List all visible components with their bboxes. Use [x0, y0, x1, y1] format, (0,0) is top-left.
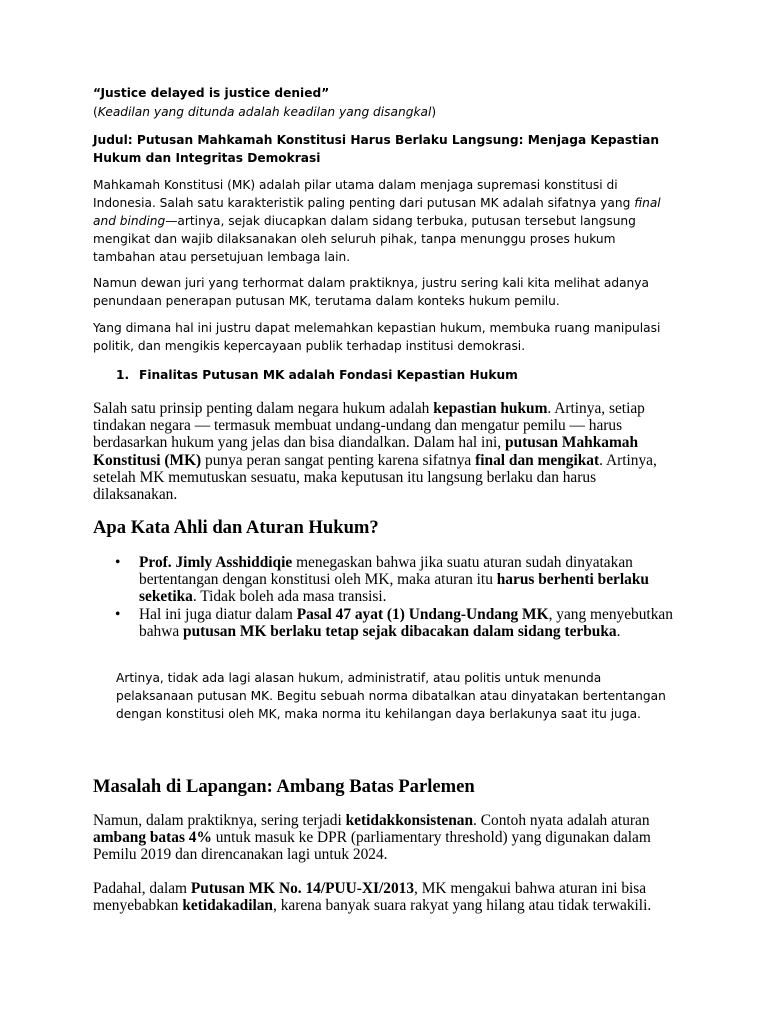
intro-p1-italic: final and binding [93, 196, 661, 228]
section-1-paragraph [93, 400, 678, 503]
section-3-heading: Masalah di Lapangan: Ambang Batas Parlemen [93, 776, 475, 797]
b1-bold: Prof. Jimly Asshiddiqie [139, 554, 293, 571]
section-1-number: 1. [116, 368, 130, 382]
s1-text-d: punya peran sangat penting karena sifatnya [201, 451, 476, 469]
quote-translation [93, 103, 678, 121]
s1-text-c: . Artinya, setiap tindakan negara — termasuk membuat undang-undang dan mengatur pemilu — harus berdasarkan hukum yang jelas dan bisa diandalkan. Dalam hal ini, [93, 400, 645, 452]
bullet-marker: • [115, 605, 121, 623]
s3-p2-c: , karena banyak suara rakyat yang hilang atau tidak terwakili. [273, 897, 652, 915]
intro-paragraph-3: Yang dimana hal ini justru dapat melemahkan kepastian hukum, membuka ruang manipulasi politik, dan mengikis kepercayaan publik terhadap institusi demokrasi. [93, 321, 661, 353]
b1-bold-2: harus berhenti berlaku seketika [139, 571, 649, 606]
section-3-paragraph-2 [93, 880, 678, 914]
s1-bold-2: putusan Mahkamah Konstitusi (MK) [93, 434, 639, 469]
intro-paragraph-2: Namun dewan juri yang terhormat dalam praktiknya, justru sering kali kita melihat adanya penundaan penerapan putusan MK, terutama dalam konteks hukum pemilu. [93, 276, 649, 308]
s3-p2-b: , MK mengakui bahwa aturan ini bisa menyebabkan [93, 880, 647, 915]
section-2-after-paragraph: Artinya, tidak ada lagi alasan hukum, administratif, atau politis untuk menunda pelaksanaan putusan MK. Begitu sebuah norma dibatalkan atau dinyatakan bertentangan dengan konstitusi oleh MK, maka norma itu kehilangan daya berlakunya saat itu juga. [116, 671, 666, 721]
s3-p1-c: untuk masuk ke DPR (parliamentary threshold) yang digunakan dalam Pemilu 2019 dan direncanakan lagi untuk 2024. [93, 829, 651, 864]
quote-line [93, 84, 678, 102]
quote-text: “Justice delayed is justice denied” [93, 86, 330, 100]
bullet-item-1 [93, 554, 673, 606]
s1-bold-1: kepastian hukum [433, 400, 548, 417]
s3-p1-bold-2: ambang batas 4% [93, 829, 212, 847]
s3-p1-a: Namun, dalam praktiknya, sering terjadi [93, 812, 346, 829]
b1-text-b: . Tidak boleh ada masa transisi. [192, 588, 387, 606]
section-3-paragraph-1 [93, 812, 678, 864]
section-1-heading [116, 366, 518, 384]
document-title-text: Judul: Putusan Mahkamah Konstitusi Harus Berlaku Langsung: Menjaga Kepastian Hukum dan Integritas Demokrasi [93, 133, 660, 165]
b2-text-c: . [616, 622, 621, 640]
s3-p2-bold: Putusan MK No. 14/PUU-XI/2013 [190, 880, 415, 897]
intro-paragraph-1 [93, 176, 678, 266]
quote-translation-text: Keadilan yang ditunda adalah keadilan yang disangkal [97, 105, 432, 119]
paren-close: ) [431, 105, 437, 119]
intro-p1-b: —artinya, sejak diucapkan dalam sidang terbuka, putusan tersebut langsung mengikat dan wajib dilaksanakan oleh seluruh pihak, tanpa menunggu proses hukum tambahan atau persetujuan lembaga lain. [93, 214, 636, 264]
s1-bold-3: final dan mengikat [475, 451, 600, 469]
section-1-heading-text: Finalitas Putusan MK adalah Fondasi Kepastian Hukum [139, 368, 518, 382]
b2-bold-2: putusan MK berlaku tetap sejak dibacakan dalam sidang terbuka [183, 622, 617, 640]
b2-text-a: Hal ini juga diatur dalam [139, 605, 297, 623]
s1-text-e: . Artinya, setelah MK memutuskan sesuatu, maka keputusan itu langsung berlaku dan harus dilaksanakan. [93, 451, 657, 504]
expert-bullet-list [93, 554, 673, 640]
s3-p2-a: Padahal, dalam [93, 880, 191, 897]
s3-p1-bold: ketidakkonsistenan [345, 812, 474, 829]
b1-text-a: menegaskan bahwa jika suatu aturan sudah dinyatakan bertentangan dengan konstitusi oleh MK, maka aturan itu [139, 554, 633, 589]
s3-p2-bold-2: ketidakadilan [182, 897, 273, 915]
bullet-marker: • [115, 554, 121, 571]
s1-text-a: Salah satu prinsip penting dalam negara hukum adalah [93, 400, 434, 417]
section-2-heading: Apa Kata Ahli dan Aturan Hukum? [93, 517, 379, 538]
s3-p1-b: . Contoh nyata adalah aturan [473, 812, 650, 829]
intro-p1-a: Mahkamah Konstitusi (MK) adalah pilar utama dalam menjaga supremasi konstitusi di Indonesia. Salah satu karakteristik paling penting dari putusan MK adalah sifatnya yang [93, 178, 635, 210]
b2-text-b: , yang menyebutkan bahwa [139, 605, 673, 640]
paren-open: ( [93, 105, 98, 119]
bullet-item-2 [93, 606, 673, 640]
document-title [93, 131, 678, 167]
b2-bold: Pasal 47 ayat (1) Undang-Undang MK [296, 605, 549, 623]
